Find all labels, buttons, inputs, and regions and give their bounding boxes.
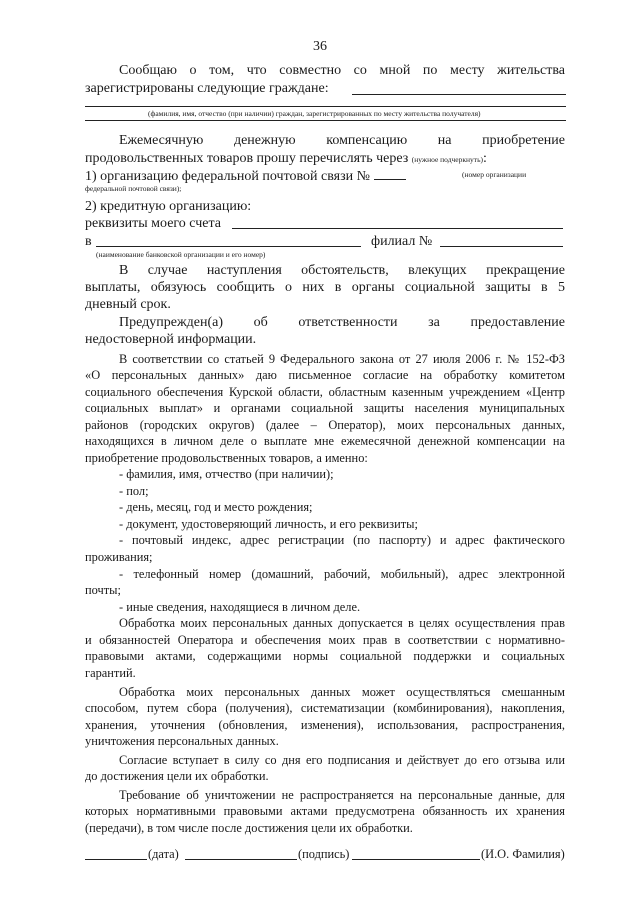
consent-line-2: «О персональных данных» даю письменное согласие на обработку комитетом <box>85 368 565 382</box>
validity-line-2: до достижения цели их обработки. <box>85 769 269 783</box>
account-label: реквизиты моего счета <box>85 216 221 231</box>
payment-text-line1: Ежемесячную денежную компенсацию на приобретение <box>119 133 565 148</box>
bank-caption: (наименование банковской организации и его номер) <box>96 250 266 259</box>
option-postal-label: 1) организацию федеральной почтовой связи № <box>85 169 370 184</box>
bank-name-field[interactable] <box>96 246 361 247</box>
destruction-line-2: которых нормативными правовыми актами предусмотрена обязанность их хранения <box>85 804 565 818</box>
name-label: (И.О. Фамилия) <box>481 847 565 861</box>
residents-text-line1: Сообщаю о том, что совместно со мной по месту жительства <box>119 63 565 78</box>
list-item-cont: проживания; <box>85 550 153 564</box>
destruction-line-1: Требование об уничтожении не распространяется на персональные данные, для <box>119 788 565 802</box>
payment-text: продовольственных товаров прошу перечислять через <box>85 151 409 166</box>
date-label: (дата) <box>148 847 179 861</box>
list-item-cont: почты; <box>85 583 121 597</box>
obligation-line2: выплаты, обязуюсь сообщить о них в органы социальной защиты в 5 <box>85 280 565 295</box>
obligation-line1: В случае наступления обстоятельств, влекущих прекращение <box>119 263 565 278</box>
consent-line-6: находящихся в личном деле о выплате мне ежемесячной денежной компенсации на <box>85 434 565 448</box>
list-item: - пол; <box>119 484 149 498</box>
list-item: - фамилия, имя, отчество (при наличии); <box>119 467 334 481</box>
branch-number-field[interactable] <box>440 246 563 247</box>
signature-field[interactable] <box>185 859 297 860</box>
residents-caption: (фамилия, имя, отчество (при наличии) граждан, зарегистрированных по месту жительства получателя) <box>148 109 481 118</box>
purpose-line-4: гарантий. <box>85 666 136 680</box>
purpose-line-3: правовыми актами, содержащими нормы социальной поддержки и социальных <box>85 649 565 663</box>
name-field[interactable] <box>352 859 480 860</box>
payment-text-line2: продовольственных товаров прошу перечислять через (нужное подчеркнуть): <box>85 151 487 166</box>
purpose-line-2: и обязанностей Оператора и обеспечения моих прав в соответствии с нормативно- <box>85 633 565 647</box>
list-item: - иные сведения, находящиеся в личном деле. <box>119 600 361 614</box>
validity-line-1: Согласие вступает в силу со дня его подписания и действует до его отзыва или <box>119 753 565 767</box>
consent-line-3: социального обеспечения Курской области, областным казенным учреждением «Центр <box>85 385 565 399</box>
option-bank-label: 2) кредитную организацию: <box>85 199 252 214</box>
consent-line-7: приобретение продовольственных товаров, а именно: <box>85 451 368 465</box>
method-line-4: уничтожения персональных данных. <box>85 734 279 748</box>
warning-line1: Предупрежден(а) об ответственности за предоставление <box>119 315 565 330</box>
bank-prefix: в <box>85 234 92 249</box>
consent-line-1: В соответствии со статьей 9 Федерального закона от 27 июля 2006 г. № 152-ФЗ <box>119 352 565 366</box>
list-item: - день, месяц, год и место рождения; <box>119 500 313 514</box>
payment-note: (нужное подчеркнуть) <box>411 155 483 164</box>
purpose-line-1: Обработка моих персональных данных допускается в целях осуществления прав <box>119 616 565 630</box>
list-item: - телефонный номер (домашний, рабочий, мобильный), адрес электронной <box>119 567 565 581</box>
consent-line-4: социальных выплат» и органами социальной защиты населения муниципальных <box>85 401 565 415</box>
warning-line2: недостоверной информации. <box>85 332 257 347</box>
branch-label: филиал № <box>371 234 433 249</box>
method-line-2: способом, путем сбора (получения), систематизации (комбинирования), накопления, <box>85 701 565 715</box>
option-postal <box>85 167 406 185</box>
consent-line-5: районов (городских округов) (далее – Оператор), моих персональных данных, <box>85 418 565 432</box>
list-item: - почтовый индекс, адрес регистрации (по паспорту) и адрес фактического <box>119 533 565 547</box>
postal-hint-b: федеральной почтовой связи); <box>85 184 182 193</box>
obligation-line3: дневный срок. <box>85 297 171 312</box>
postal-number-field[interactable] <box>374 167 406 180</box>
signature-label: (подпись) <box>298 847 350 861</box>
account-row <box>85 215 221 232</box>
residents-input-line[interactable] <box>352 94 566 95</box>
page-number: 36 <box>313 39 327 54</box>
method-line-3: хранения, уточнения (обновления, изменения), использования, распространения, <box>85 718 565 732</box>
residents-input-line-2[interactable] <box>85 106 566 107</box>
residents-text-line2: зарегистрированы следующие граждане: <box>85 81 329 96</box>
destruction-line-3: (передачи), в том числе после достижения цели их обработки. <box>85 821 413 835</box>
list-item: - документ, удостоверяющий личность, и его реквизиты; <box>119 517 418 531</box>
method-line-1: Обработка моих персональных данных может осуществляться смешанным <box>119 685 565 699</box>
postal-hint-a: (номер организации <box>462 170 527 179</box>
date-field[interactable] <box>85 859 147 860</box>
account-field[interactable] <box>232 228 563 229</box>
residents-input-line-3[interactable] <box>85 120 566 121</box>
